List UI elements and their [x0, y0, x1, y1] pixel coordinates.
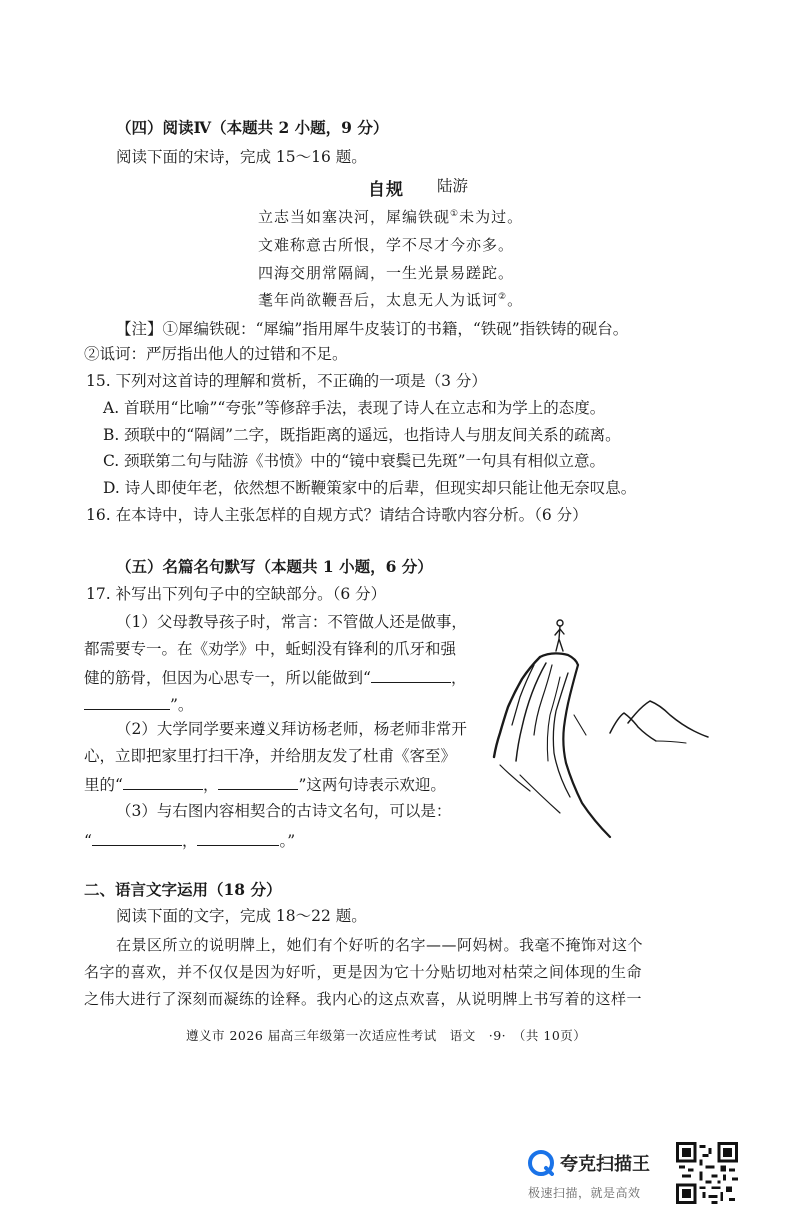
note-ref-2: ② — [498, 292, 508, 302]
answer-blank — [371, 666, 451, 683]
page-footer: 遵义市 2026 届高三年级第一次适应性考试 语文 ·9· （共 10页） — [186, 1028, 587, 1043]
section5-header: （五）名篇名句默写（本题共 1 小题，6 分） — [116, 557, 433, 576]
q17-part3-answer-line: “ ， 。” — [84, 829, 295, 851]
q17-part1-line4: ”。 — [84, 693, 193, 715]
poem-line-2: 文难称意古所恨，学不尽才今亦多。 — [258, 236, 515, 254]
poem-line-4: 耄年尚欲鞭吾后，太息无人为诋诃②。 — [258, 291, 524, 309]
qr-code-icon — [676, 1142, 738, 1204]
poem-author: 陆游 — [437, 177, 469, 195]
passage-line-3: 之伟大进行了深刻而凝练的诠释。我内心的这点欢喜，从说明牌上书写着的这样一 — [84, 990, 643, 1008]
part2-intro: 阅读下面的文字，完成 18～22 题。 — [116, 907, 367, 925]
q15-option-b: B. 颈联中的“隔阔”二字，既指距离的遥远，也指诗人与朋友间关系的疏离。 — [103, 426, 621, 444]
note-1: 【注】①犀编铁砚：“犀编”指用犀牛皮装订的书籍，“铁砚”指铁铸的砚台。 — [116, 320, 629, 338]
q17-part1-line1: （1）父母教导孩子时，常言：不管做人还是做事， — [116, 613, 467, 631]
q17-part2-line3: 里的“ ， ”这两句诗表示欢迎。 — [84, 773, 446, 795]
poem-title: 自规 — [368, 180, 404, 200]
q17-part2-line1: （2）大学同学要来遵义拜访杨老师，杨老师非常开 — [116, 720, 467, 738]
scanner-watermark — [528, 1150, 658, 1201]
passage-line-1: 在景区所立的说明牌上，她们有个好听的名字——阿妈树。我毫不掩饰对这个 — [116, 936, 644, 954]
mountain-illustration — [490, 615, 710, 845]
section4-intro: 阅读下面的宋诗，完成 15～16 题。 — [116, 148, 367, 166]
question-15-stem: 15. 下列对这首诗的理解和赏析，不正确的一项是（3 分） — [86, 372, 487, 390]
q17-part3: （3）与右图内容相契合的古诗文名句，可以是： — [116, 802, 452, 820]
note-2: ②诋诃：严厉指出他人的过错和不足。 — [84, 345, 348, 363]
poem-line-3: 四海交朋常隔阔，一生光景易蹉跎。 — [258, 264, 515, 282]
answer-blank — [123, 773, 203, 790]
question-16: 16. 在本诗中，诗人主张怎样的自规方式？请结合诗歌内容分析。（6 分） — [86, 506, 588, 524]
note-ref-1: ① — [450, 209, 460, 219]
q15-option-d: D. 诗人即使年老，依然想不断鞭策家中的后辈，但现实却只能让他无奈叹息。 — [103, 479, 637, 497]
answer-blank — [84, 693, 170, 710]
scanner-brand: 夸克扫描王 — [560, 1154, 650, 1175]
section4-header: （四）阅读Ⅳ（本题共 2 小题，9 分） — [116, 118, 389, 137]
question-17-stem: 17. 补写出下列句子中的空缺部分。（6 分） — [86, 585, 387, 603]
answer-blank — [197, 829, 279, 846]
poem-line-1: 立志当如塞决河，犀编铁砚①未为过。 — [258, 208, 524, 226]
q17-part2-line2: 心，立即把家里打扫干净，并给朋友发了杜甫《客至》 — [84, 747, 457, 765]
answer-blank — [218, 773, 298, 790]
scanner-slogan: 极速扫描，就是高效 — [528, 1186, 641, 1200]
q17-part1-line3: 健的筋骨，但因为心思专一，所以能做到“ ， — [84, 666, 466, 688]
part2-header: 二、语言文字运用（18 分） — [84, 880, 282, 899]
q17-part1-line2: 都需要专一。在《劝学》中，蚯蚓没有锋利的爪牙和强 — [84, 640, 457, 658]
scanner-logo-icon — [528, 1150, 554, 1176]
answer-blank — [92, 829, 182, 846]
passage-line-2: 名字的喜欢，并不仅仅是因为好听，更是因为它十分贴切地对枯荣之间体现的生命 — [84, 963, 643, 981]
q15-option-c: C. 颈联第二句与陆游《书愤》中的“镜中衰鬓已先斑”一句具有相似立意。 — [103, 452, 606, 470]
q15-option-a: A. 首联用“比喻”“夸张”等修辞手法，表现了诗人在立志和为学上的态度。 — [103, 399, 606, 417]
